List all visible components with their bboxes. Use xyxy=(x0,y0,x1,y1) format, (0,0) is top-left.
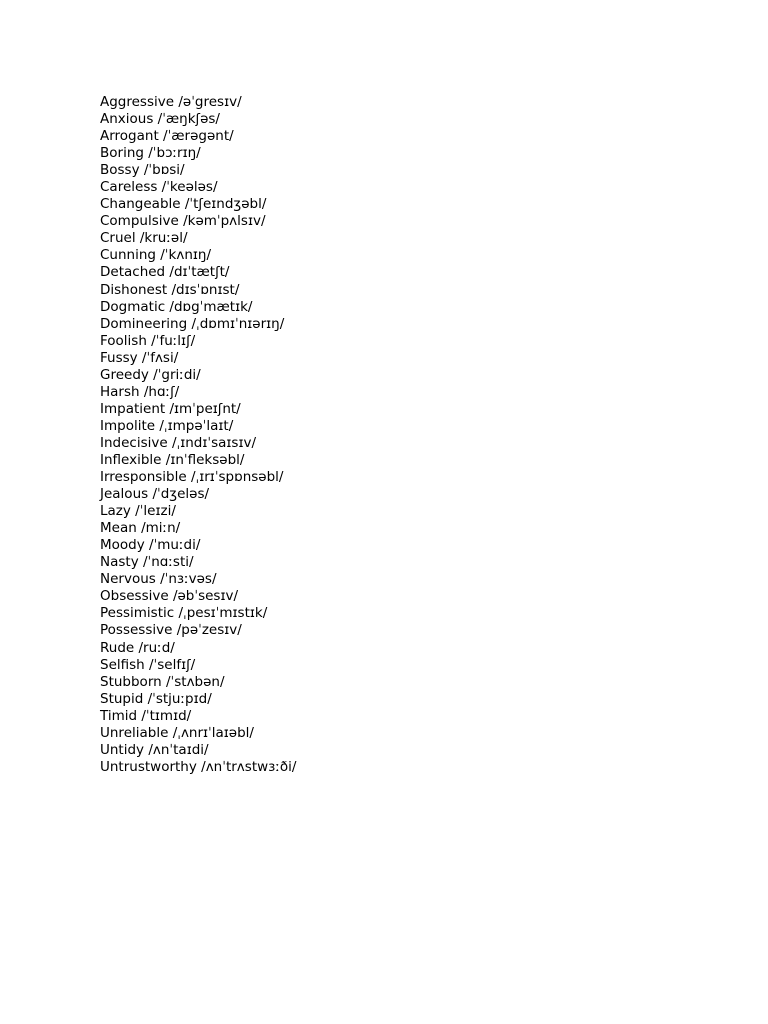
list-item: Greedy /ˈgriːdi/ xyxy=(100,366,201,383)
list-item: Untidy /ʌnˈtaɪdi/ xyxy=(100,741,209,758)
list-item: Stupid /ˈstjuːpɪd/ xyxy=(100,690,212,707)
list-item: Domineering /ˌdɒmɪˈnɪərɪŋ/ xyxy=(100,315,285,332)
list-item: Pessimistic /ˌpesɪˈmɪstɪk/ xyxy=(100,605,268,622)
list-item: Aggressive /əˈgresɪv/ xyxy=(100,94,242,110)
list-item: Indecisive /ˌɪndɪˈsaɪsɪv/ xyxy=(100,434,256,451)
list-item: Dogmatic /dɒgˈmætɪk/ xyxy=(100,298,253,315)
list-item: Cruel /kruːəl/ xyxy=(100,230,188,247)
list-item: Cunning /ˈkʌnɪŋ/ xyxy=(100,247,212,264)
list-item: Stubborn /ˈstʌbən/ xyxy=(100,673,225,690)
list-item: Moody /ˈmuːdi/ xyxy=(100,537,201,554)
list-item: Rude /ruːd/ xyxy=(100,639,175,656)
list-item: Nasty /ˈnɑːsti/ xyxy=(100,554,194,571)
vocabulary-list xyxy=(100,94,296,776)
list-item: Impolite /ˌɪmpəˈlaɪt/ xyxy=(100,417,234,434)
list-item: Harsh /hɑːʃ/ xyxy=(100,383,180,400)
list-item: Careless /ˈkeələs/ xyxy=(100,179,218,196)
list-item: Compulsive /kəmˈpʌlsɪv/ xyxy=(100,213,266,230)
list-item: Nervous /ˈnɜːvəs/ xyxy=(100,571,217,588)
list-item: Irresponsible /ˌɪrɪˈspɒnsəbl/ xyxy=(100,469,284,486)
list-item: Unreliable /ˌʌnrɪˈlaɪəbl/ xyxy=(100,724,254,741)
list-item: Arrogant /ˈærəgənt/ xyxy=(100,128,234,145)
list-item: Mean /miːn/ xyxy=(100,520,181,537)
list-item: Lazy /ˈleɪzi/ xyxy=(100,503,176,520)
list-item: Bossy /ˈbɒsi/ xyxy=(100,162,185,179)
list-item: Impatient /ɪmˈpeɪʃnt/ xyxy=(100,400,241,417)
list-item: Fussy /ˈfʌsi/ xyxy=(100,349,179,366)
list-item: Boring /ˈbɔːrɪŋ/ xyxy=(100,145,201,162)
list-item: Dishonest /dɪsˈɒnɪst/ xyxy=(100,281,240,298)
list-item: Jealous /ˈdʒeləs/ xyxy=(100,486,210,503)
list-item: Anxious /ˈæŋkʃəs/ xyxy=(100,111,220,128)
list-item: Obsessive /əbˈsesɪv/ xyxy=(100,588,238,605)
list-item: Selfish /ˈselfɪʃ/ xyxy=(100,656,196,673)
list-item: Untrustworthy /ʌnˈtrʌstwɜːði/ xyxy=(100,758,297,775)
list-item: Detached /dɪˈtætʃt/ xyxy=(100,264,230,281)
list-item: Inflexible /ɪnˈfleksəbl/ xyxy=(100,451,245,468)
list-item: Possessive /pəˈzesɪv/ xyxy=(100,622,242,639)
list-item: Timid /ˈtɪmɪd/ xyxy=(100,707,192,724)
list-item: Changeable /ˈtʃeɪndʒəbl/ xyxy=(100,196,267,213)
list-item: Foolish /ˈfuːlɪʃ/ xyxy=(100,332,196,349)
